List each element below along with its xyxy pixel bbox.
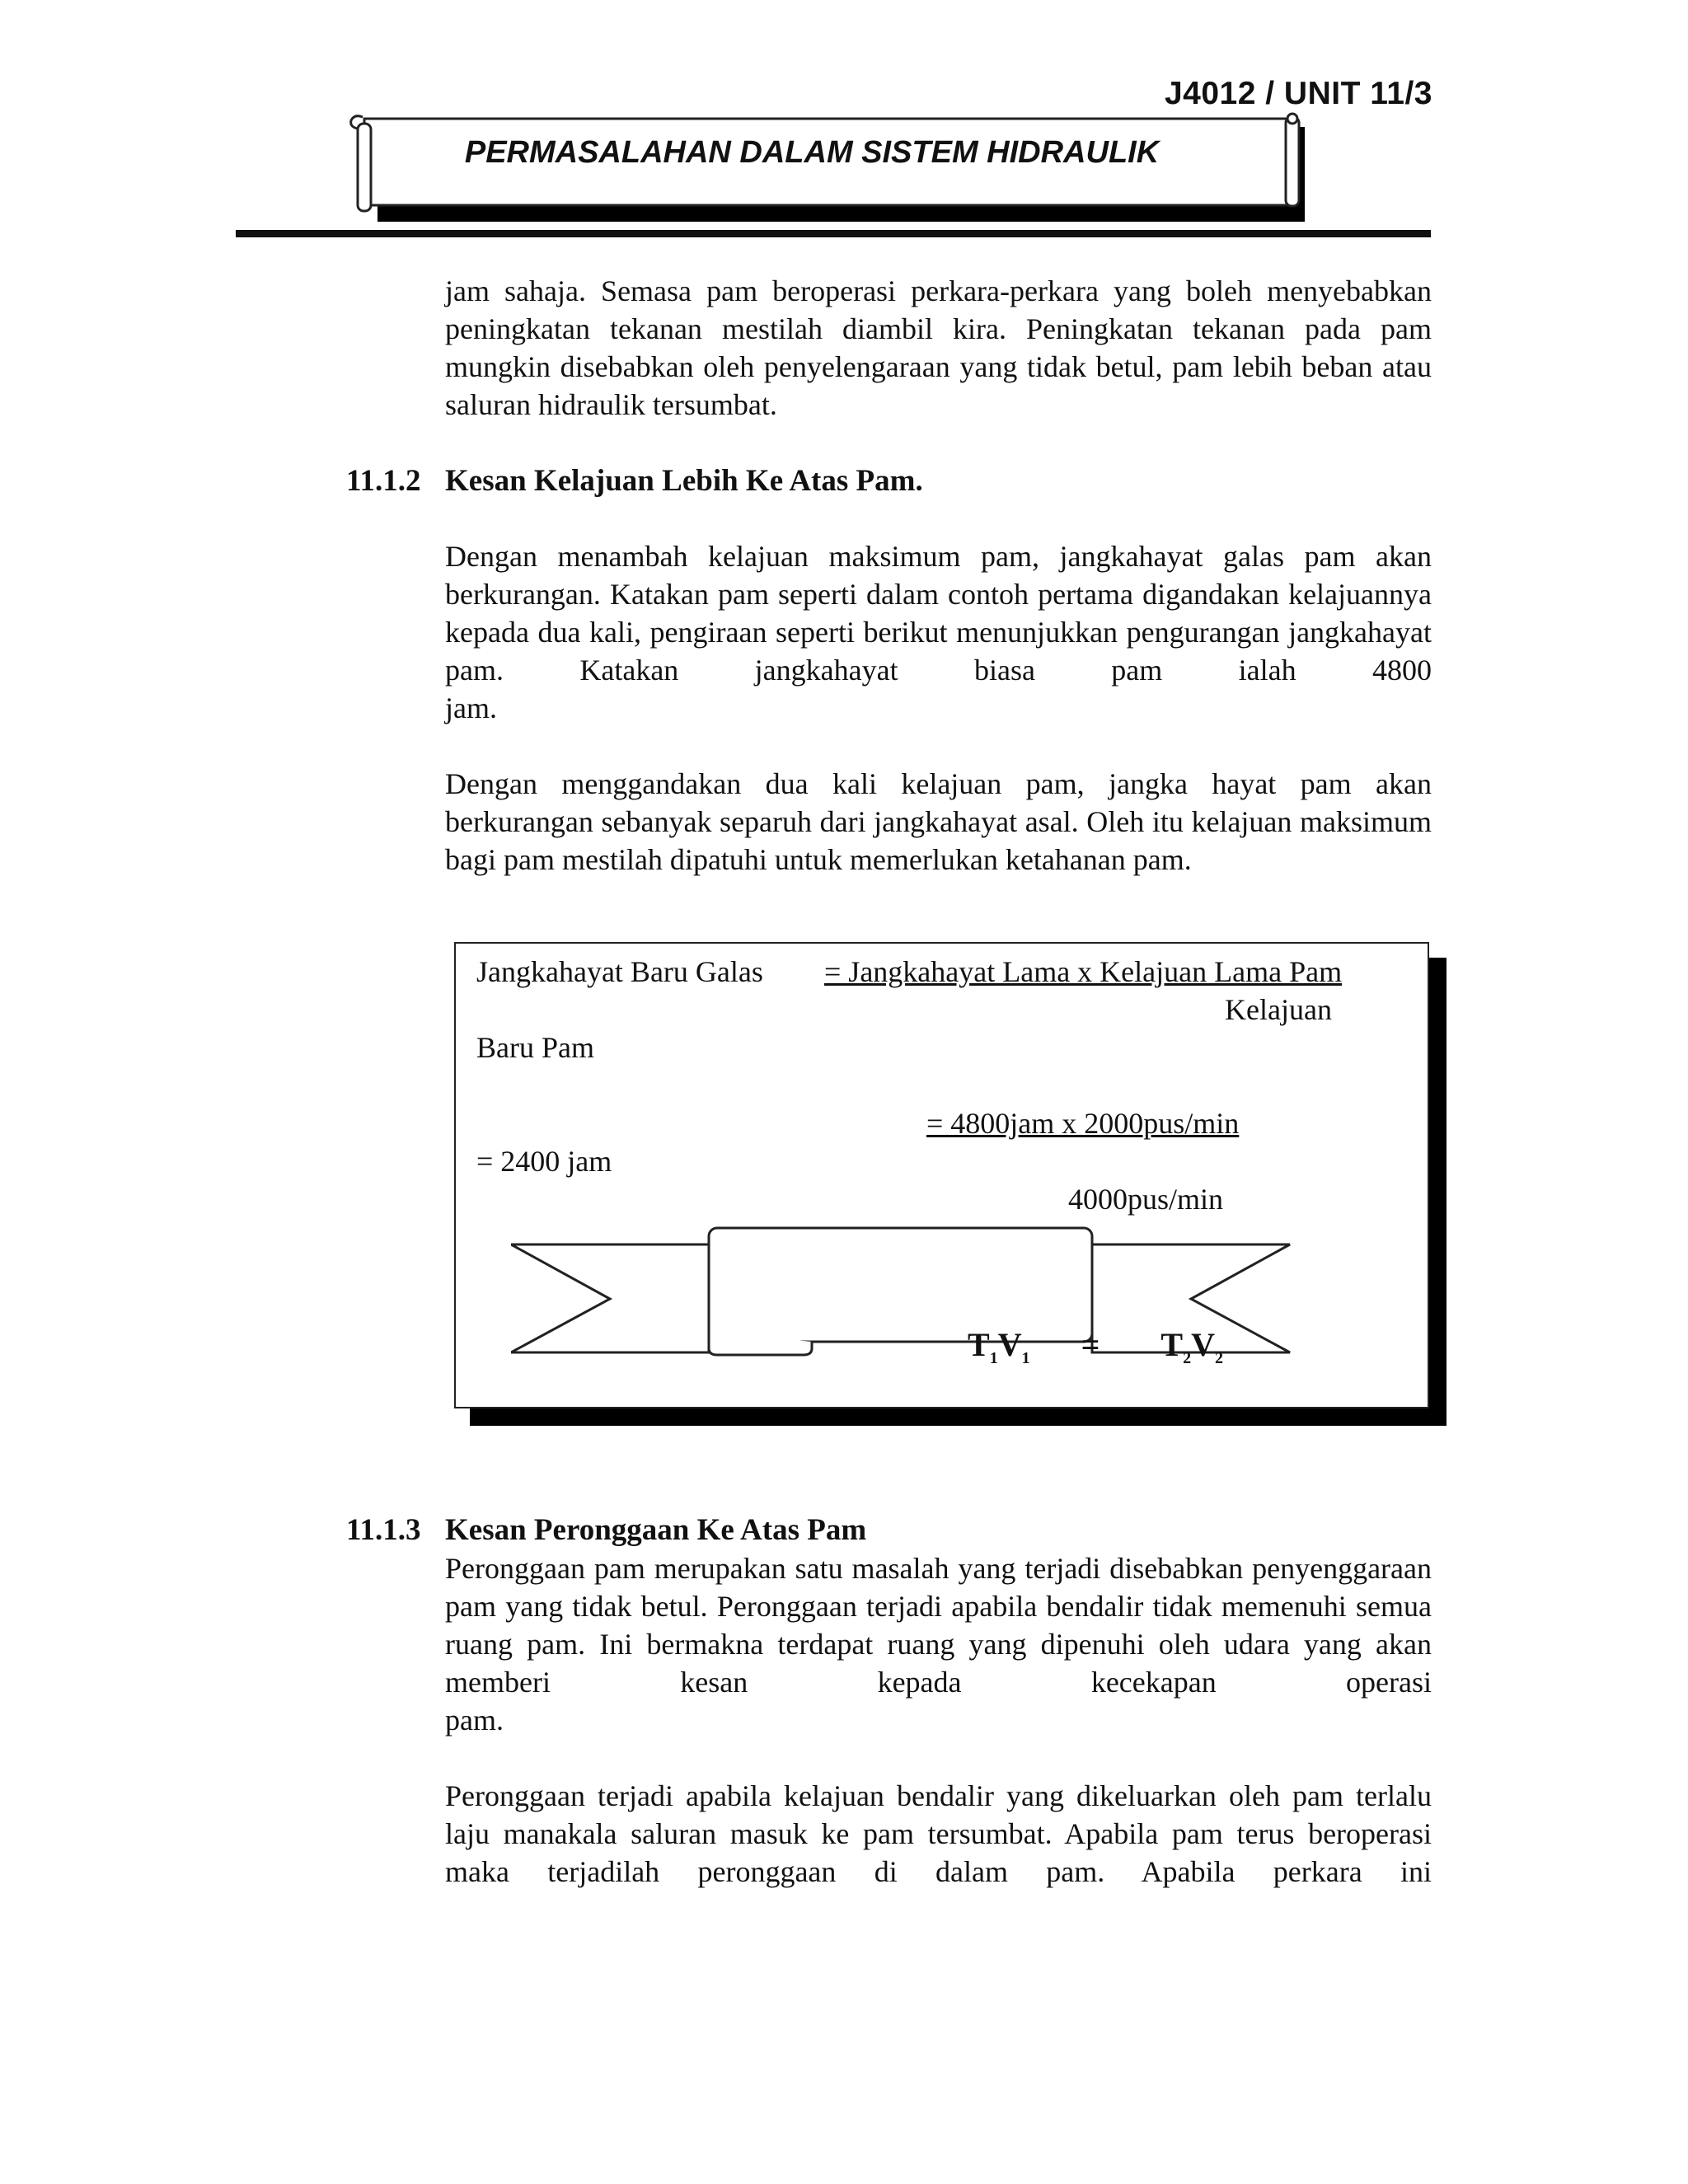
- formula-v2-sub: 2: [1214, 1349, 1223, 1367]
- formula-t1-sub: 1: [989, 1349, 998, 1367]
- section-1113-paragraph-1: Peronggaan pam merupakan satu masalah yang terjadi disebabkan penyenggaraan pam yang tidak betul. Peronggaan terjadi apabila bendalir tidak memenuhi semua ruang pam. Ini bermakna terdapat ruang yang dipenuhi oleh udara yang akan memberi kesan kepada kecekapan operasi: [445, 1552, 1432, 1699]
- calc-step-numerator: = 4800jam x 2000pus/min: [926, 1107, 1240, 1140]
- header-rule: [236, 230, 1431, 237]
- section-title: Kesan Kelajuan Lebih Ke Atas Pam.: [445, 464, 923, 498]
- formula-v1: V: [997, 1326, 1022, 1363]
- section-1113-paragraph-1-end: pam.: [445, 1704, 504, 1736]
- formula-v2: V: [1191, 1326, 1215, 1363]
- calc-result: = 2400 jam: [476, 1145, 612, 1178]
- formula-t1: T: [968, 1326, 990, 1363]
- formula-v1-sub: 1: [1021, 1349, 1030, 1367]
- section-1113-paragraph-2: Peronggaan terjadi apabila kelajuan bendalir yang dikeluarkan oleh pam terlalu laju manakala saluran masuk ke pam tersumbat. Apabila pam terus beroperasi maka terjadilah peronggaan di dalam pam. Apabila perkara ini: [445, 1779, 1432, 1888]
- scroll-graphic: [346, 110, 1319, 234]
- section-1112-paragraph-2: Dengan menggandakan dua kali kelajuan pam, jangka hayat pam akan berkurangan sebanyak separuh dari jangkahayat asal. Oleh itu kelajuan maksimum bagi pam mestilah dipatuhi untuk memerlukan ketahanan pam.: [445, 767, 1432, 876]
- section-heading-11-1-2: [346, 463, 923, 499]
- header-scroll-banner: [346, 110, 1319, 234]
- formula-t2: T: [1160, 1326, 1184, 1363]
- unit-code: J4012 / UNIT 11/3: [1164, 76, 1432, 111]
- calc-numerator: = Jangkahayat Lama x Kelajuan Lama Pam: [824, 955, 1343, 988]
- section-number: 11.1.3: [346, 1513, 421, 1547]
- section-heading-11-1-3: [346, 1512, 866, 1548]
- calc-step-denominator: 4000pus/min: [1068, 1183, 1224, 1216]
- header-title: PERMASALAHAN DALAM SISTEM HIDRAULIK: [464, 135, 1160, 170]
- calc-label: Jangkahayat Baru Galas: [476, 955, 763, 988]
- section-title: Kesan Peronggaan Ke Atas Pam: [445, 1513, 867, 1547]
- formula-equals: =: [1081, 1326, 1100, 1363]
- formula-t2-sub: 2: [1183, 1349, 1192, 1367]
- section-number: 11.1.2: [346, 464, 421, 498]
- section-1112-paragraph-1: Dengan menambah kelajuan maksimum pam, jangkahayat galas pam akan berkurangan. Katakan pam seperti dalam contoh pertama digandakan kelajuannya kepada dua kali, pengiraan seperti berikut menunjukkan pengurangan jangkahayat pam. Katakan jangkahayat biasa pam ialah 4800: [445, 540, 1432, 687]
- formula-t1v1-t2v2: [968, 1325, 1223, 1368]
- calc-denominator: Kelajuan: [1225, 993, 1332, 1026]
- section-1112-paragraph-1-end: jam.: [445, 691, 497, 724]
- intro-paragraph: jam sahaja. Semasa pam beroperasi perkara-perkara yang boleh menyebabkan peningkatan tekanan mestilah diambil kira. Peningkatan tekanan pada pam mungkin disebabkan oleh penyelengaraan yang tidak betul, pam lebih beban atau saluran hidraulik tersumbat.: [445, 274, 1432, 421]
- calc-label-continued: Baru Pam: [476, 1031, 594, 1064]
